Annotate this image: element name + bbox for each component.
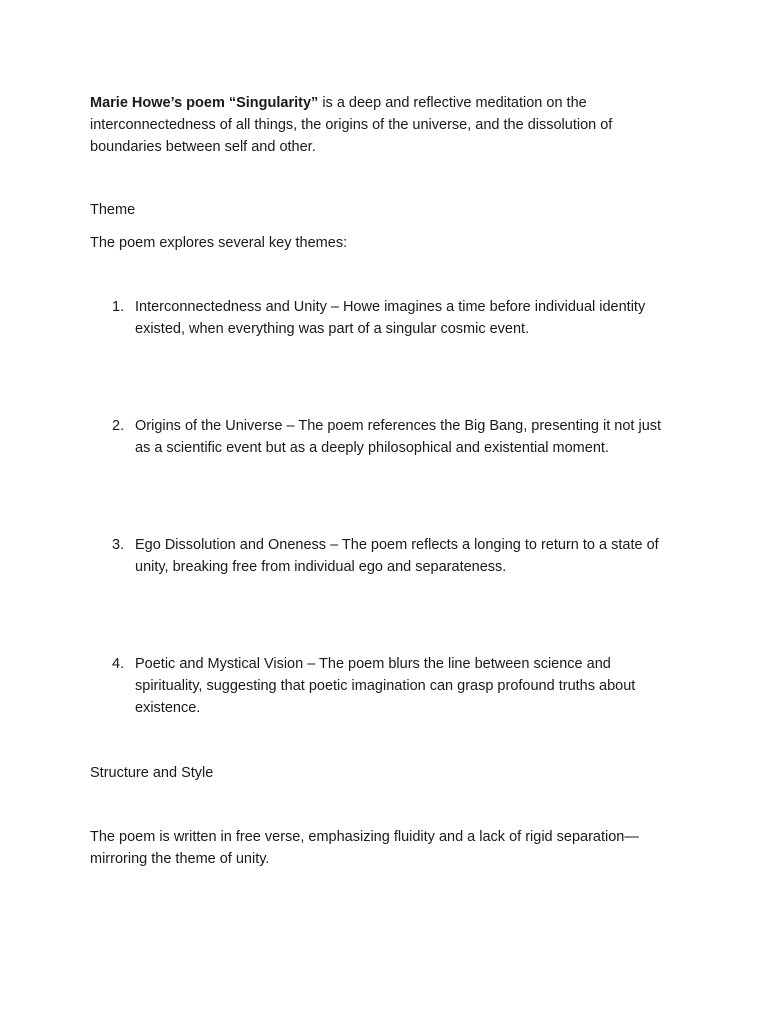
list-item-text: Poetic and Mystical Vision – The poem blurs the line between science and spirituality, suggesting that poetic imagination can grasp profound truths about existence. [135, 656, 636, 716]
list-item-number: 4. [112, 656, 125, 672]
list-item-number: 3. [112, 537, 125, 553]
document-page [90, 92, 680, 870]
list-item-text: Ego Dissolution and Oneness – The poem reflects a longing to return to a state of unity, breaking free from individual ego and separateness. [135, 537, 659, 575]
list-item [90, 415, 680, 459]
intro-paragraph [90, 92, 680, 158]
structure-heading: Structure and Style [90, 765, 214, 781]
theme-heading: Theme [90, 202, 136, 218]
list-item [90, 296, 680, 340]
list-item [90, 534, 680, 578]
intro-lead: Marie Howe’s poem “Singularity” [90, 95, 319, 111]
themes-list [90, 296, 680, 719]
list-item-number: 1. [112, 299, 125, 315]
structure-paragraph: The poem is written in free verse, emphasizing fluidity and a lack of rigid separation—mirroring the theme of unity. [90, 829, 639, 867]
list-item-text: Origins of the Universe – The poem references the Big Bang, presenting it not just as a scientific event but as a deeply philosophical and existential moment. [135, 418, 662, 456]
list-item [90, 653, 680, 719]
theme-intro: The poem explores several key themes: [90, 235, 348, 251]
list-item-text: Interconnectedness and Unity – Howe imagines a time before individual identity existed, when everything was part of a singular cosmic event. [135, 299, 646, 337]
intro-rest: is a deep and reflective meditation on the interconnectedness of all things, the origins of the universe, and the dissolution of boundaries between self and other. [90, 95, 613, 155]
list-item-number: 2. [112, 418, 125, 434]
